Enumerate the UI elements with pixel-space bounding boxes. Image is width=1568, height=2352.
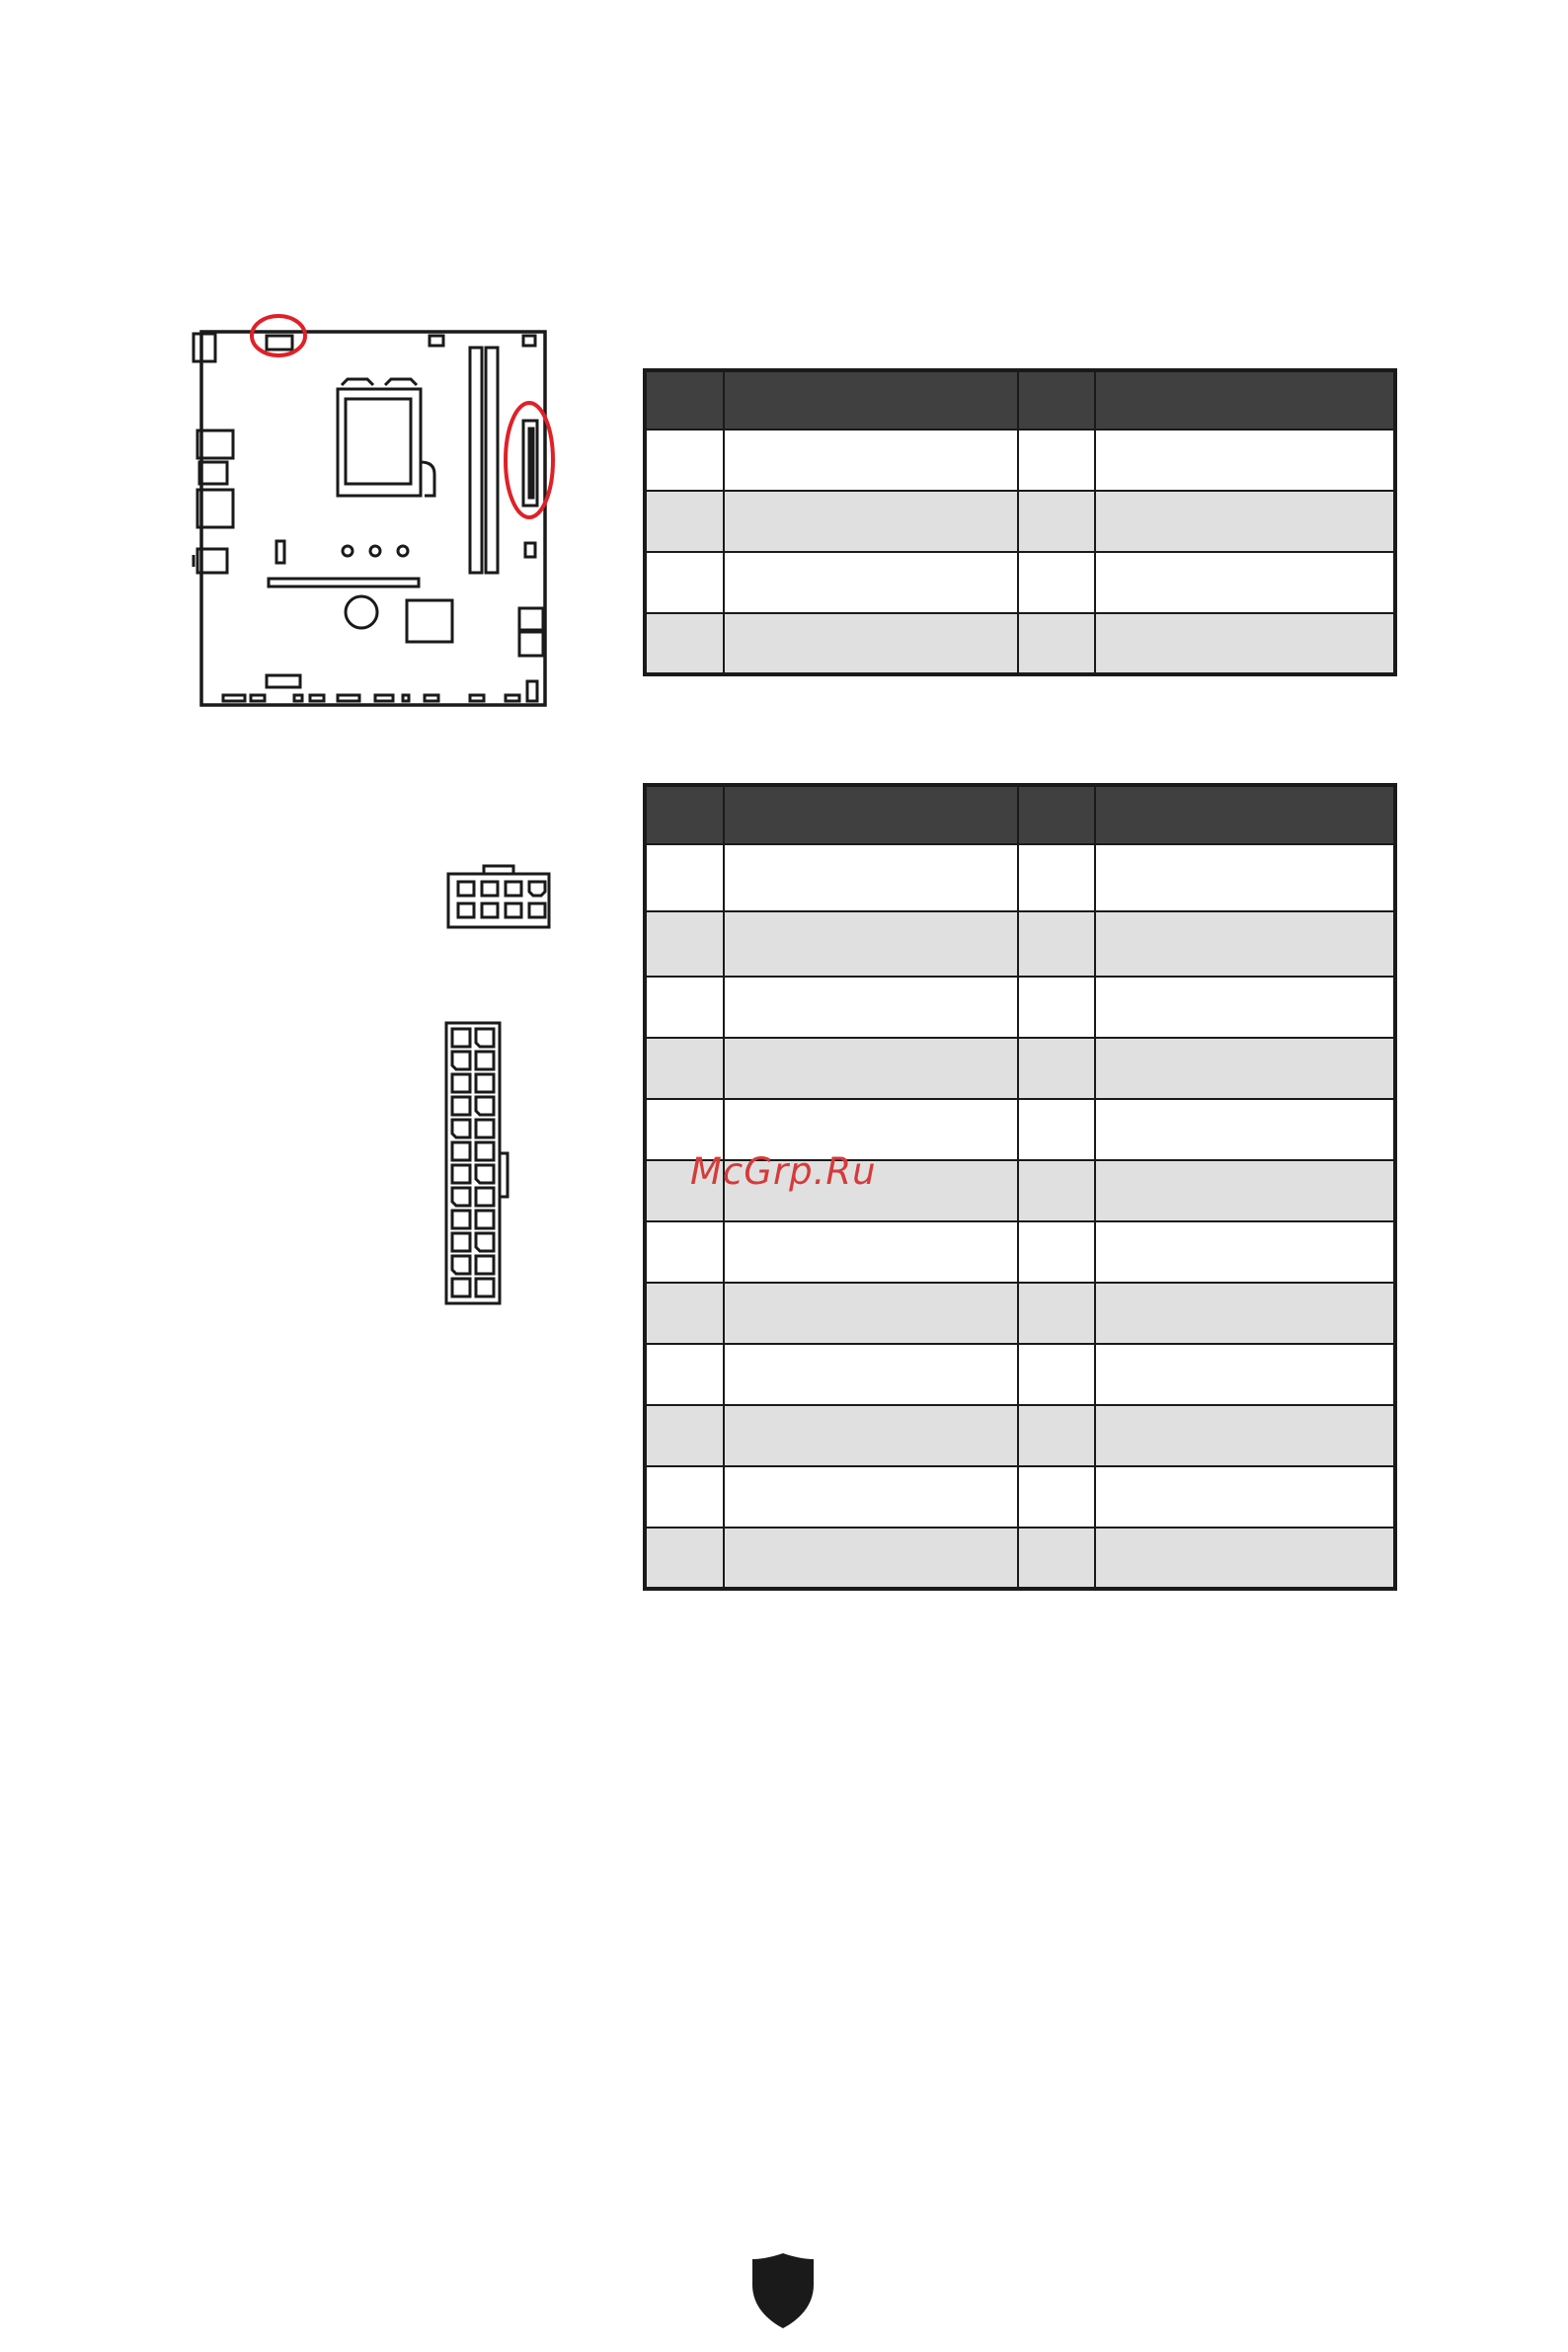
table-cell: [645, 1466, 724, 1528]
table-row: [645, 430, 1395, 491]
table-cell: [724, 1283, 1018, 1344]
connector-pin: [452, 1142, 470, 1160]
table-cell: [1018, 911, 1095, 977]
table-row: [645, 844, 1395, 911]
table-cell: [1018, 977, 1095, 1038]
table-row: [645, 1528, 1395, 1589]
table-cell: [1095, 844, 1395, 911]
table-cell: [1095, 552, 1395, 613]
connector-pin: [476, 1279, 494, 1296]
table-cell: [1018, 491, 1095, 552]
table-cell: [1095, 911, 1395, 977]
table-cell: [724, 1405, 1018, 1466]
table-cell: [645, 1528, 724, 1589]
table-row: [645, 1466, 1395, 1528]
motherboard-diagram: [188, 314, 563, 719]
table-cell: [1095, 491, 1395, 552]
connector-pin: [452, 1120, 470, 1137]
table-header-row: [645, 785, 1395, 844]
connector-pin: [476, 1165, 494, 1183]
connector-pin: [476, 1074, 494, 1092]
table-cell: [645, 1038, 724, 1099]
table-cell: [645, 491, 724, 552]
table-cell: [724, 1344, 1018, 1405]
connector-pin: [476, 1256, 494, 1274]
table-cell: [1018, 844, 1095, 911]
table-cell: [724, 491, 1018, 552]
table-cell: [1095, 1038, 1395, 1099]
table-cell: [1095, 430, 1395, 491]
table-cell: [1018, 1466, 1095, 1528]
table-row: [645, 491, 1395, 552]
connector-pin: [476, 1120, 494, 1137]
table-cell: [645, 1221, 724, 1283]
connector-pin: [452, 1211, 470, 1228]
connector-pin: [476, 1233, 494, 1251]
table-cell: [724, 911, 1018, 977]
connector-pin: [452, 1233, 470, 1251]
table-cell: [1095, 977, 1395, 1038]
connector-pin: [452, 1097, 470, 1115]
table-row: [645, 552, 1395, 613]
table-row: [645, 1344, 1395, 1405]
table-cell: [1018, 1221, 1095, 1283]
connector-pin: [476, 1029, 494, 1047]
table-cell: [645, 552, 724, 613]
connector-pin: [452, 1279, 470, 1296]
table-row: [645, 1038, 1395, 1099]
connector-pin: [452, 1256, 470, 1274]
table-cell: [1095, 1344, 1395, 1405]
table-cell: [724, 552, 1018, 613]
table-cell: [1018, 430, 1095, 491]
table-cell: [1095, 1405, 1395, 1466]
table-cell: [1018, 613, 1095, 674]
table-cell: [724, 1466, 1018, 1528]
connector-pin: [476, 1142, 494, 1160]
watermark: McGrp.Ru: [690, 1150, 877, 1193]
table-cell: [724, 430, 1018, 491]
table-cell: [1018, 1160, 1095, 1221]
connector-pin: [476, 1188, 494, 1206]
table-cell: [724, 613, 1018, 674]
connector-pin: [476, 1052, 494, 1069]
table-cell: [1018, 552, 1095, 613]
table-cell: [1095, 1099, 1395, 1160]
connector-pin: [452, 1029, 470, 1047]
connector-pin: [452, 1165, 470, 1183]
table-cell: [645, 1283, 724, 1344]
table-cell: [645, 1405, 724, 1466]
table-cell: [1095, 613, 1395, 674]
table-cell: [1018, 1528, 1095, 1589]
connector-pin: [476, 1211, 494, 1228]
table-cell: [724, 1528, 1018, 1589]
table-row: [645, 1283, 1395, 1344]
table-header-row: [645, 370, 1395, 430]
table-row: [645, 1221, 1395, 1283]
connector-pin: [452, 1052, 470, 1069]
table-cell: [645, 1344, 724, 1405]
connector-pin: [476, 1097, 494, 1115]
table-cell: [645, 844, 724, 911]
table-cell: [645, 911, 724, 977]
table-row: [645, 1405, 1395, 1466]
table-cell: [1095, 1466, 1395, 1528]
table-cell: [1095, 1221, 1395, 1283]
table-cell: [645, 430, 724, 491]
table-cell: [1018, 1038, 1095, 1099]
connector-pin: [452, 1188, 470, 1206]
table-cell: [724, 844, 1018, 911]
table-cell: [645, 977, 724, 1038]
table-cell: [1095, 1160, 1395, 1221]
table-cell: [1095, 1283, 1395, 1344]
table-cell: [645, 613, 724, 674]
table-row: [645, 977, 1395, 1038]
table-cell: [1095, 1528, 1395, 1589]
table-cell: [1018, 1283, 1095, 1344]
power-connector-24pin: [442, 1019, 513, 1307]
table-cell: [724, 1221, 1018, 1283]
table-row: [645, 911, 1395, 977]
power-connector-8pin: [444, 862, 553, 931]
table-cell: [1018, 1099, 1095, 1160]
pin-table-1: [643, 368, 1397, 676]
table-cell: [1018, 1344, 1095, 1405]
table-cell: [724, 977, 1018, 1038]
table-row: [645, 613, 1395, 674]
table-cell: [1018, 1405, 1095, 1466]
connector-pin: [452, 1074, 470, 1092]
shield-icon: [750, 2251, 816, 2330]
table-cell: [724, 1038, 1018, 1099]
